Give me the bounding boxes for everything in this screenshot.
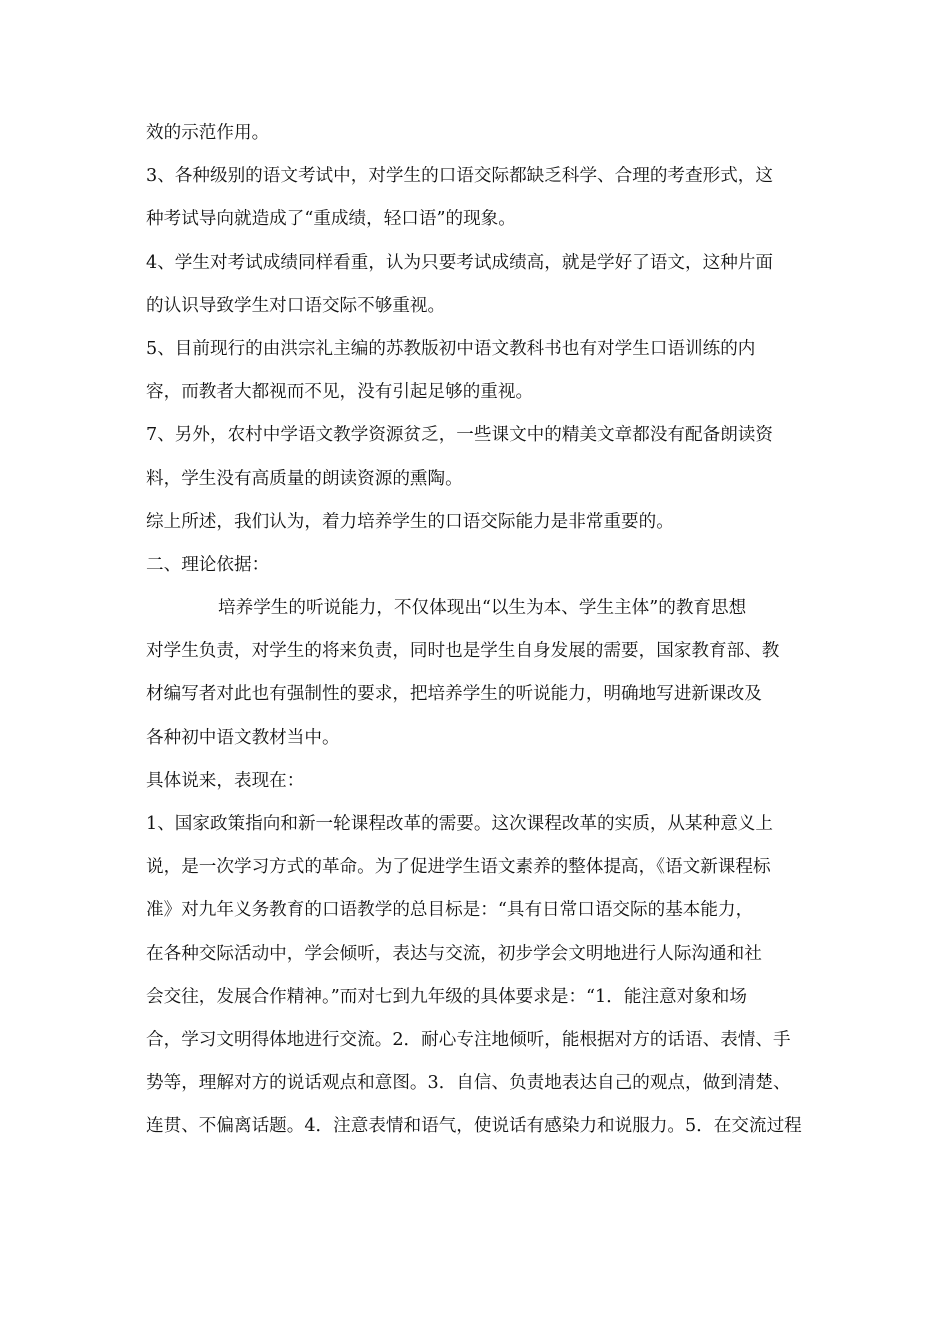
text-line: 料，学生没有高质量的朗读资源的熏陶。 — [146, 468, 463, 489]
text-line: 合，学习文明得体地进行交流。2．耐心专注地倾听，能根据对方的话语、表情、手 — [146, 1029, 791, 1050]
text-line: 4、学生对考试成绩同样看重，认为只要考试成绩高，就是学好了语文，这种片面 — [146, 252, 773, 273]
text-line: 准》对九年义务教育的口语教学的总目标是：“具有日常口语交际的基本能力， — [146, 900, 754, 921]
paragraph-first-line: 培养学生的听说能力，不仅体现出“以生为本、学生主体”的教育思想 — [218, 598, 747, 619]
text-line: 效的示范作用。 — [146, 123, 270, 143]
text-line: 材编写者对此也有强制性的要求，把培养学生的听说能力，明确地写进新课改及 — [146, 684, 762, 705]
text-line: 势等，理解对方的说话观点和意图。3．自信、负责地表达自己的观点，做到清楚、 — [146, 1073, 791, 1094]
summary-line: 综上所述，我们认为，着力培养学生的口语交际能力是非常重要的。 — [146, 511, 674, 532]
text-line: 具体说来，表现在： — [146, 770, 305, 791]
text-line: 种考试导向就造成了“重成绩，轻口语”的现象。 — [146, 209, 516, 230]
text-line: 3、各种级别的语文考试中，对学生的口语交际都缺乏科学、合理的考查形式，这 — [146, 166, 773, 187]
text-line: 会交往，发展合作精神。”而对七到九年级的具体要求是：“1．能注意对象和场 — [146, 986, 747, 1007]
text-line: 在各种交际活动中，学会倾听，表达与交流，初步学会文明地进行人际沟通和社 — [146, 943, 762, 964]
text-line: 容，而教者大都视而不见，没有引起足够的重视。 — [146, 382, 534, 403]
text-line: 对学生负责，对学生的将来负责，同时也是学生自身发展的需要，国家教育部、教 — [146, 641, 780, 662]
text-line: 5、目前现行的由洪宗礼主编的苏教版初中语文教科书也有对学生口语训练的内 — [146, 338, 756, 359]
text-line: 各种初中语文教材当中。 — [146, 727, 340, 748]
body-text — [146, 112, 822, 1149]
text-line: 连贯、不偏离话题。4．注意表情和语气，使说话有感染力和说服力。5．在交流过程 — [146, 1116, 802, 1137]
text-line: 1、国家政策指向和新一轮课程改革的需要。这次课程改革的实质，从某种意义上 — [146, 814, 773, 834]
text-line: 说，是一次学习方式的革命。为了促进学生语文素养的整体提高，《语文新课程标 — [146, 857, 771, 878]
text-line: 的认识导致学生对口语交际不够重视。 — [146, 295, 446, 316]
text-line: 7、另外，农村中学语文教学资源贫乏，一些课文中的精美文章都没有配备朗读资 — [146, 425, 773, 446]
section-heading: 二、理论依据： — [146, 554, 270, 575]
